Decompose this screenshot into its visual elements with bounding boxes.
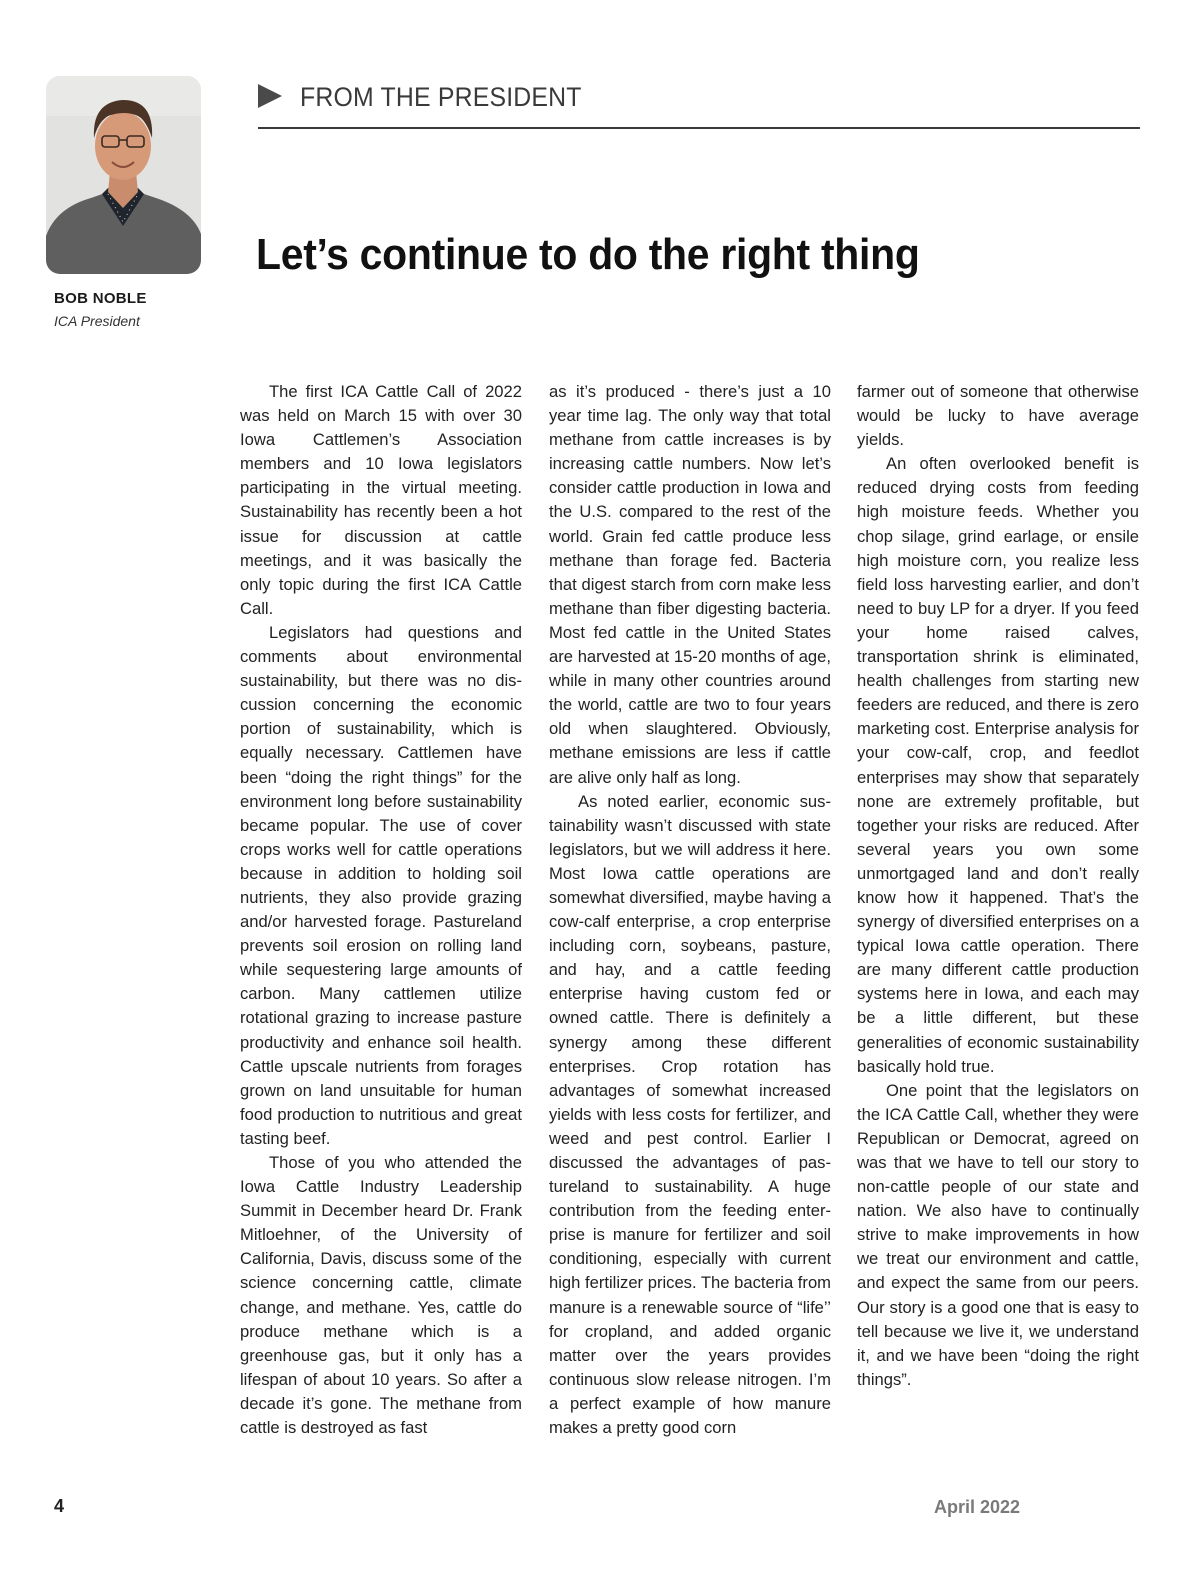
paragraph: as it’s produced - there’s just a 10 year time lag. The only way that total methane from cattle increases is by increasing cattle numbers. Now let’s consider cattle production in Iowa and the U.S. compared to the rest of the world. Grain fed cattle produce less methane than forage fed. Bacteria that digest starch from corn make less methane than fiber digesting bacteria. Most fed cattle in the United States are harvested at 15-20 months of age, while in many other countries around the world, cattle are two to four years old when slaughtered. Obviously, methane emissions are less if cattle are alive only half as long. xyxy=(549,382,831,787)
author-role: ICA President xyxy=(54,313,140,329)
paragraph: The first ICA Cattle Call of 2022 was held on March 15 with over 30 Iowa Cattlemen’s Association members and 10 Iowa legislators participating in the virtual meeting. Sustainability has recently been a hot issue for discussion at cattle meetings, and it was basically the only topic during the first ICA Cattle Call. xyxy=(240,382,522,618)
paragraph: farmer out of someone that otherwise would be lucky to have average yields. xyxy=(857,382,1139,450)
article-column-2 xyxy=(549,380,831,1440)
play-arrow-icon xyxy=(258,84,282,108)
page-number: 4 xyxy=(54,1496,65,1516)
section-label: FROM THE PRESIDENT xyxy=(300,82,582,112)
paragraph: One point that the legislators on the ICA Cattle Call, whether they were Republican or Democrat, agreed on was that we have to tell our story to non-cattle people of our state and nation. We also have to continually strive to make improvements in how we treat our environment and cattle, and expect the same from our peers. Our story is a good one that is easy to tell because we live it, we understand it, and we have been “doing the right things”. xyxy=(857,1080,1139,1389)
paragraph: Legislators had questions and comments about environmental sustainability, but there was no discussion concerning the economic portion of sustainability, which is equally necessary. Cattlemen have been “doing the right things” for the environment long before sustainability became popular. The use of cover crops works well for cattle operations because in addition to holding soil nutrients, they also provide grazing and/or harvested forage. Pastureland prevents soil erosion on rolling land while sequestering large amounts of carbon. Many cattlemen utilize rotational grazing to increase pasture productivity and enhance soil health. Cattle upscale nutrients from forages grown on land unsuitable for human food production to nutritious and great tasting beef. xyxy=(240,622,522,1148)
paragraph: Those of you who attended the Iowa Cattle Industry Leadership Summit in December heard Dr. Frank Mitloehner, of the University of California, Davis, discuss some of the science concerning cattle, climate change, and methane. Yes, cattle do produce methane which is a greenhouse gas, but it only has a lifespan of about 10 years. So after a decade it’s gone. The methane from cattle is destroyed as fast xyxy=(240,1153,522,1438)
author-photo xyxy=(46,76,201,274)
author-name: BOB NOBLE xyxy=(54,290,147,307)
article-headline: Let’s continue to do the right thing xyxy=(256,230,920,279)
section-header xyxy=(258,80,1140,129)
paragraph: An often overlooked benefit is reduced drying costs from feeding high moisture feeds. Whether you chop silage, grind earlage, or ensile high moisture corn, you realize less field loss harvesting earlier, and don’t need to buy LP for a dryer. If you feed your home raised calves, transportation shrink is eliminated, health challenges from starting new feeders are reduced, and there is zero marketing cost. Enterprise analysis for your cow-calf, crop, and feedlot enterprises may show that separately none are extremely profitable, but together your risks are reduced. After several years you own some unmortgaged land and don’t really know how it happened. That’s the synergy of diversified enterprises on a typical Iowa cattle operation. There are many different cattle production systems here in Iowa, and each may be a little different, but these generalities of economic sustainability basically hold true. xyxy=(857,454,1139,1076)
issue-date: April 2022 xyxy=(933,1497,1020,1517)
article-column-3 xyxy=(857,380,1139,1392)
paragraph: As noted earlier, economic sustainability wasn’t discussed with state legislators, but we will address it here. Most Iowa cattle operations are somewhat diversified, maybe having a cow-calf enterprise, a crop enterprise including corn, soybeans, pasture, and hay, and a cattle feeding enterprise having custom fed or owned cattle. There is definitely a synergy among these different enterprises. Crop rotation has advantages of somewhat increased yields with less costs for fertilizer, and weed and pest control. Earlier I discussed the advantages of pastureland to sustainability. A huge contribution from the feeding enterprise is manure for fertilizer and soil conditioning, especially with current high fertilizer prices. The bacteria from manure is a renewable source of “life’’ for cropland, and added organic matter over the years provides continuous slow release nitrogen. I’m a perfect example of how manure makes a pretty good corn xyxy=(549,791,831,1438)
article-column-1 xyxy=(240,380,522,1440)
author-portrait-image xyxy=(46,76,201,274)
